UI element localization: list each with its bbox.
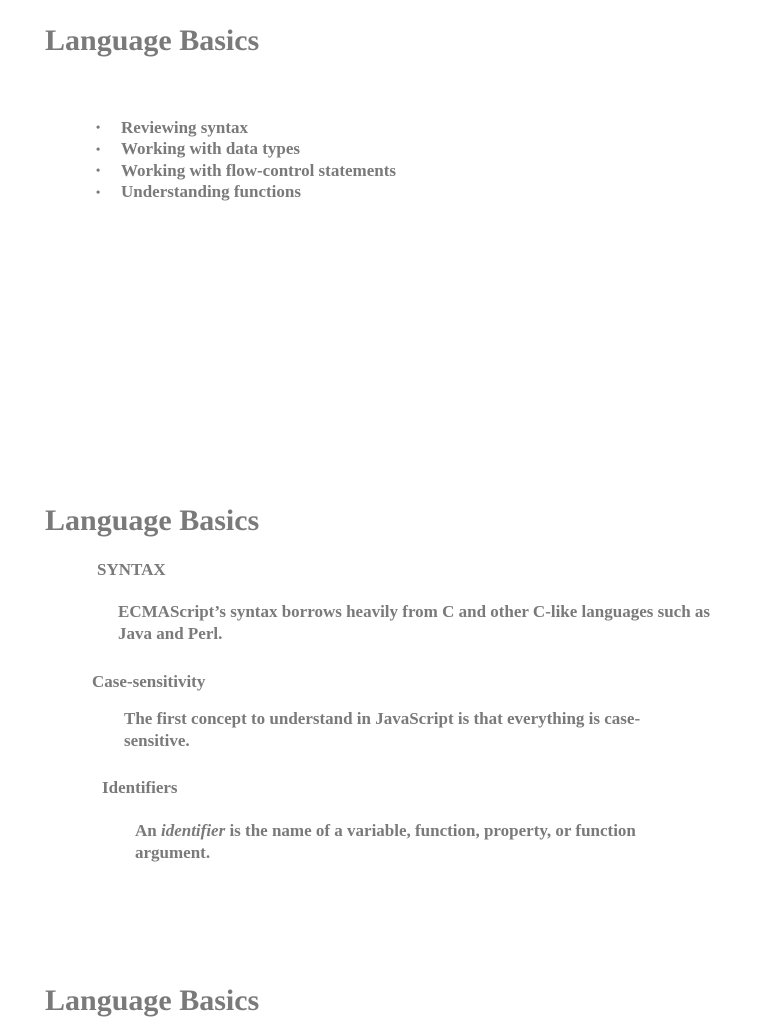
case-sensitivity-paragraph [124,708,684,751]
list-item-label: Reviewing syntax [121,117,249,137]
identifiers-text-line-2: argument. [135,842,211,862]
identifiers-text-rest: is the name of a variable, function, property, or function [225,821,636,840]
identifiers-text-prefix: An [135,821,161,840]
bullet-icon: • [96,184,101,199]
page-title: Language Basics [45,504,260,537]
case-text-line-1: The first concept to understand in JavaScript is that everything is case- [124,709,641,728]
list-item-label: Working with flow-control statements [121,160,396,180]
section-heading-case-sensitivity: Case-sensitivity [92,672,206,691]
identifiers-emphasis: identifier [160,821,226,840]
page-title: Language Basics [45,24,260,57]
syntax-text-line-2: Java and Perl. [118,623,223,643]
list-item [96,117,396,139]
list-item [96,182,396,204]
syntax-text-line-1: ECMAScript’s syntax borrows heavily from C and other C-like languages such as [118,602,711,621]
section-heading-syntax: SYNTAX [97,560,166,579]
topic-list [96,117,396,203]
list-item-label: Working with data types [121,139,300,159]
list-item [96,160,396,182]
list-item [96,139,396,161]
bullet-icon: • [96,141,101,156]
syntax-paragraph [118,601,748,644]
section-heading-identifiers: Identifiers [102,778,178,797]
list-item-label: Understanding functions [121,182,301,202]
case-text-line-2: sensitive. [124,730,190,750]
page-title: Language Basics [45,984,260,1017]
identifiers-paragraph [135,820,695,863]
bullet-icon: • [96,163,101,178]
bullet-icon: • [96,120,101,135]
